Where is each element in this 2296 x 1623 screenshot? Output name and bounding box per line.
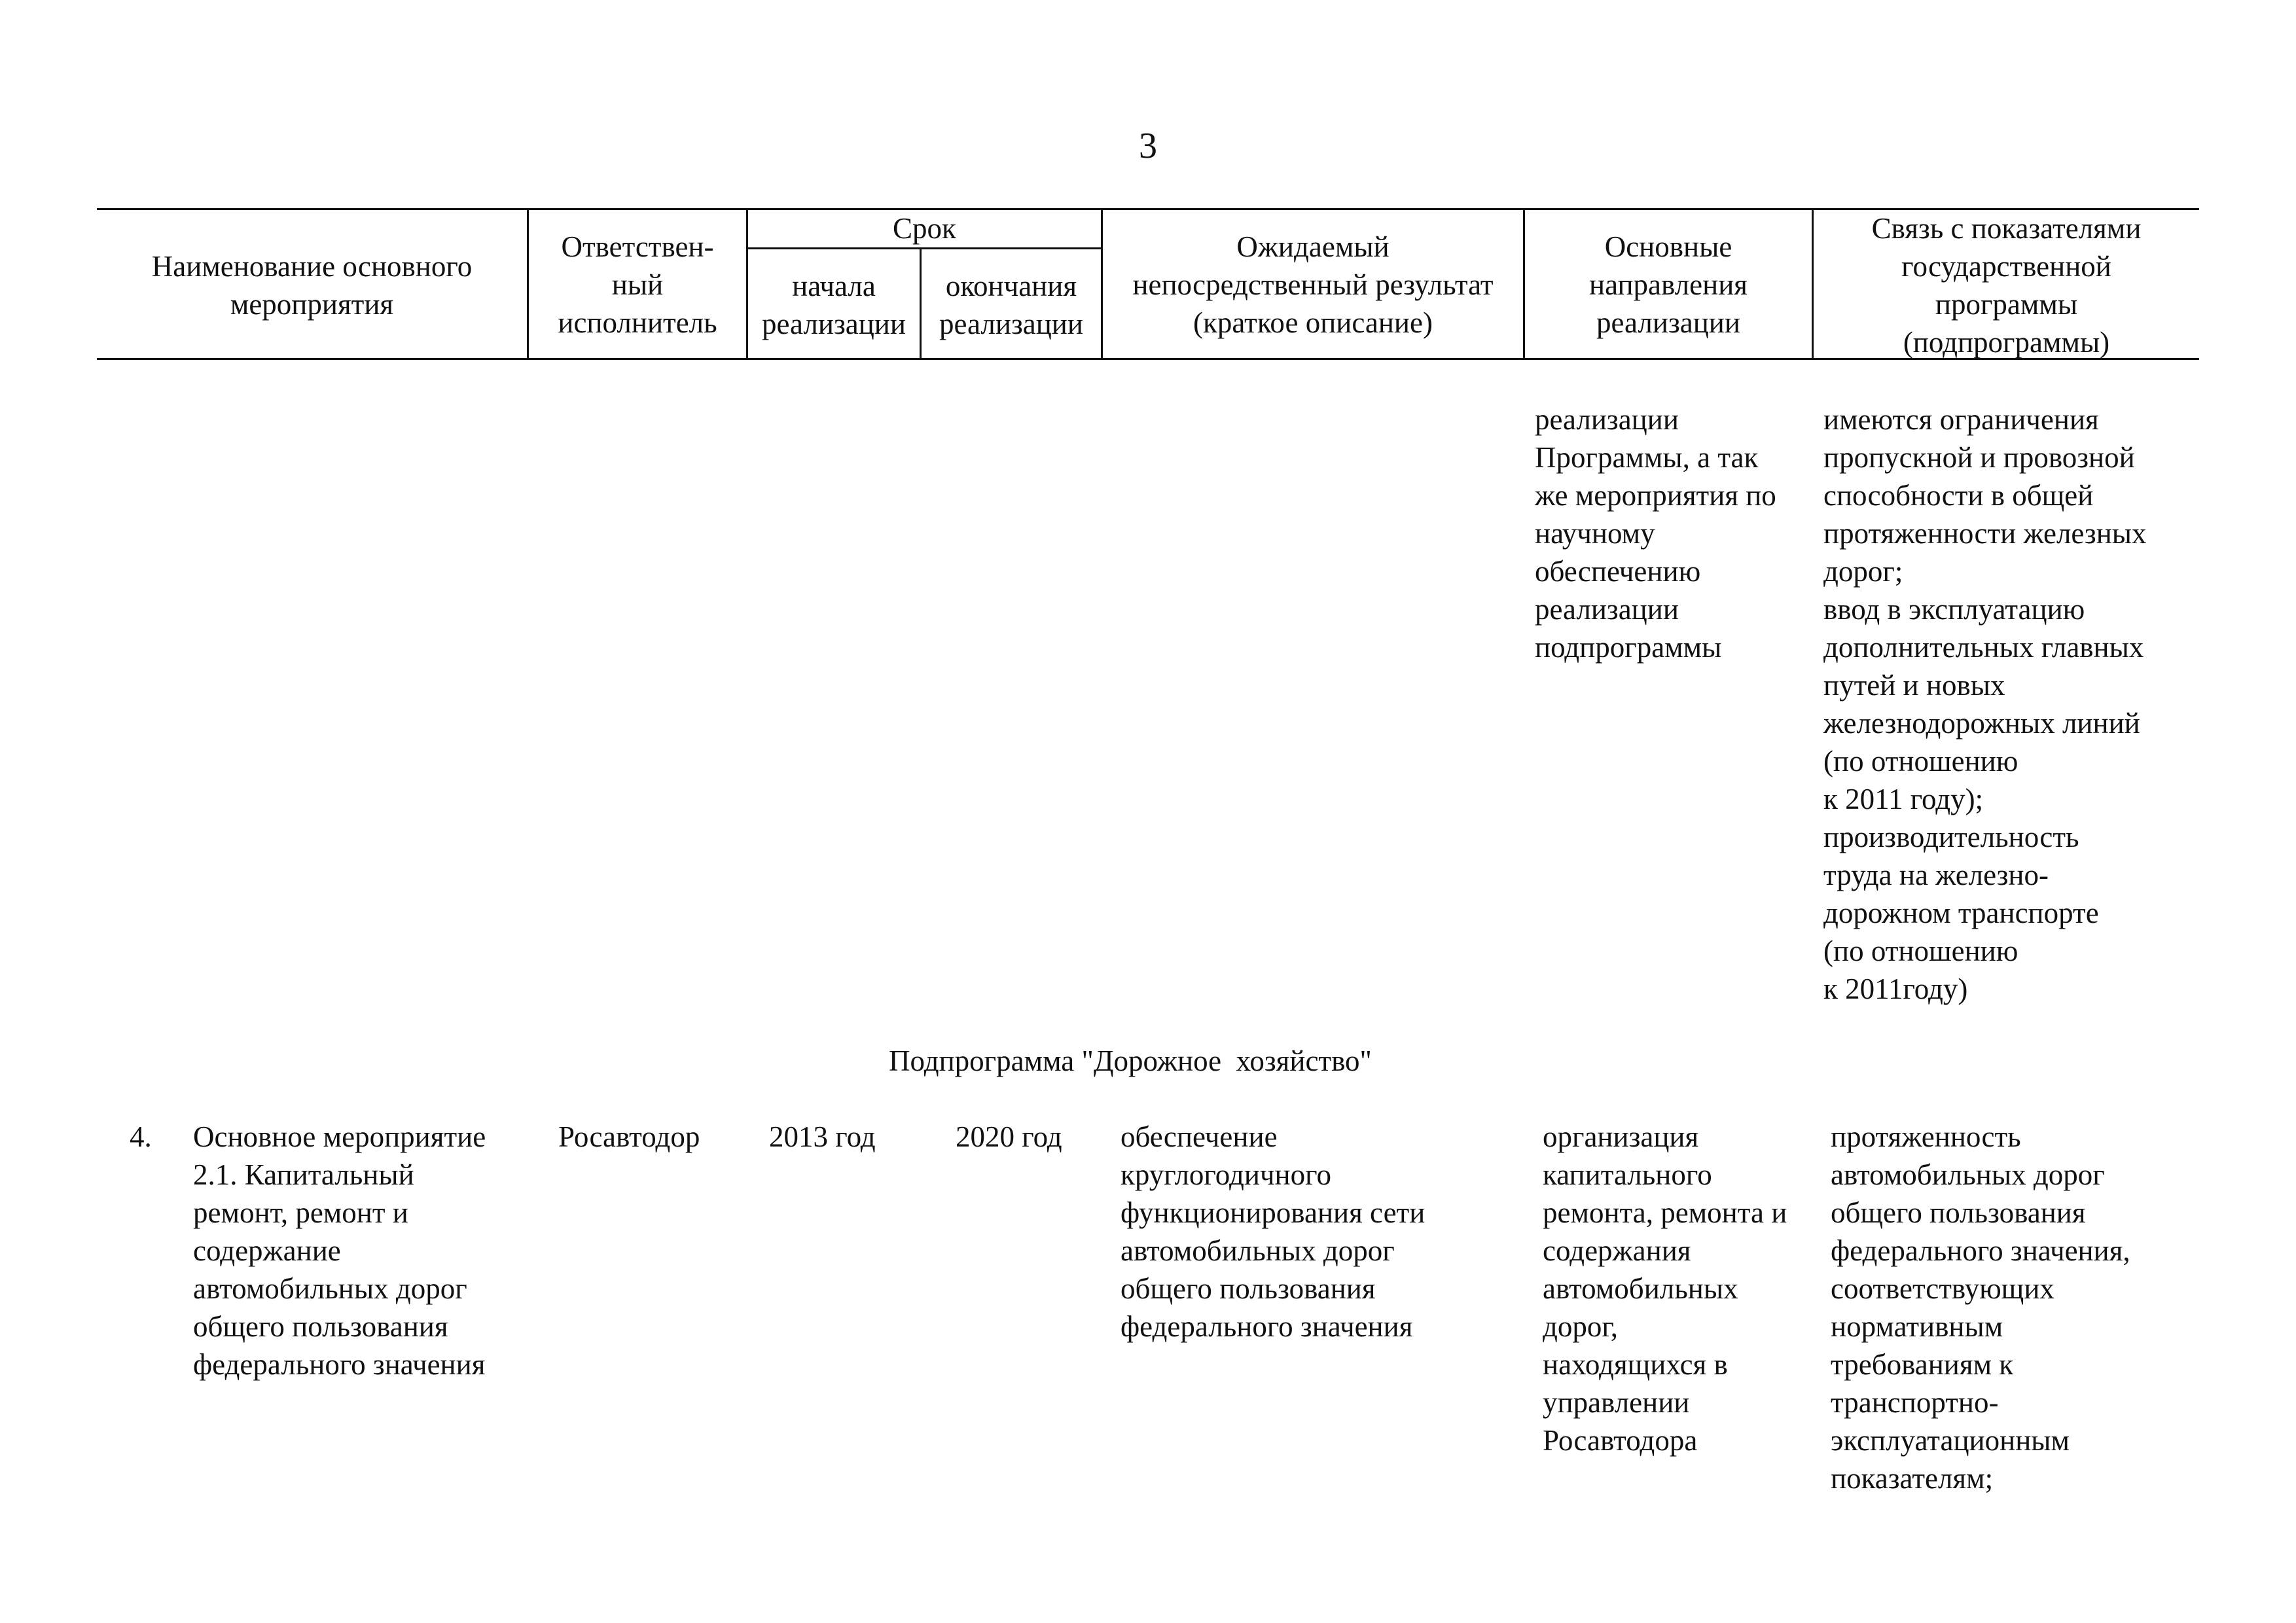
cell-line: путей и новых — [1823, 669, 2005, 702]
cell-line: организация — [1543, 1120, 1699, 1153]
header-text: реализации — [762, 308, 906, 340]
cell-line: автомобильных дорог — [1121, 1234, 1395, 1267]
header-col-end — [922, 267, 1101, 343]
continuation-directions — [1535, 401, 1776, 666]
cell-line: (по отношению — [1823, 745, 2018, 777]
row-directions — [1543, 1118, 1787, 1459]
row-number: 4. — [130, 1120, 152, 1153]
header-text: (краткое описание) — [1193, 306, 1433, 339]
header-text: Основные — [1604, 230, 1732, 263]
cell-line: обеспечению — [1535, 555, 1701, 588]
cell-line: содержание — [193, 1234, 341, 1267]
cell-line: содержания — [1543, 1234, 1691, 1267]
cell-line: пропускной и провозной — [1823, 441, 2135, 474]
header-text: Ожидаемый — [1236, 230, 1390, 263]
cell-line: федерального значения — [193, 1348, 486, 1381]
cell-line: функционирования сети — [1121, 1196, 1426, 1229]
cell-line: общего пользования — [1831, 1196, 2086, 1229]
cell-line: имеются ограничения — [1823, 403, 2099, 436]
header-text: ный — [611, 268, 664, 301]
cell-line: к 2011году) — [1823, 972, 1968, 1005]
header-col-term — [748, 209, 1101, 247]
header-text: Связь с показателями — [1871, 212, 2142, 245]
cell-line: капитального — [1543, 1158, 1712, 1191]
cell-line: труда на железно- — [1823, 859, 2049, 891]
header-text: Ответствен- — [561, 230, 714, 263]
cell-line: (по отношению — [1823, 935, 2018, 967]
header-text: реализации — [1596, 306, 1740, 339]
cell-line: автомобильных дорог — [1831, 1158, 2105, 1191]
cell-line: управлении — [1543, 1386, 1690, 1419]
cell-line: эксплуатационным — [1831, 1424, 2070, 1457]
cell-line: к 2011 году); — [1823, 783, 1984, 815]
cell-line: Программы, а так — [1535, 441, 1759, 474]
header-col-executor — [529, 228, 746, 342]
header-col-name — [97, 247, 527, 323]
cell-line: показателям; — [1831, 1462, 1994, 1495]
cell-line: транспортно- — [1831, 1386, 1999, 1419]
cell-line: общего пользования — [1121, 1272, 1376, 1305]
header-text: мероприятия — [230, 288, 394, 321]
header-text: направления — [1589, 268, 1748, 301]
header-text: начала — [792, 270, 876, 302]
cell-line: подпрограммы — [1535, 631, 1722, 664]
header-text: Срок — [893, 212, 956, 245]
row-name — [193, 1118, 486, 1383]
cell-line: Росавтодора — [1543, 1424, 1698, 1457]
header-text: программы — [1935, 288, 2078, 321]
cell-line: ремонта, ремонта и — [1543, 1196, 1787, 1229]
cell-line: научному — [1535, 517, 1655, 550]
cell-line: способности в общей — [1823, 479, 2094, 512]
row-start: 2013 год — [769, 1120, 876, 1153]
header-text: исполнитель — [558, 306, 717, 339]
header-text: непосредственный результат — [1132, 268, 1494, 301]
header-col-result — [1103, 228, 1523, 342]
cell-line: реализации — [1535, 593, 1679, 626]
cell-line: круглогодичного — [1121, 1158, 1331, 1191]
header-col-link — [1814, 209, 2199, 361]
cell-line: Основное мероприятие — [193, 1120, 486, 1153]
cell-line: железнодорожных линий — [1823, 707, 2140, 740]
cell-line: находящихся в — [1543, 1348, 1728, 1381]
cell-line: реализации — [1535, 403, 1679, 436]
cell-line: федерального значения, — [1831, 1234, 2130, 1267]
cell-line: соответствующих — [1831, 1272, 2054, 1305]
cell-line: 2.1. Капитальный — [193, 1158, 414, 1191]
cell-line: ввод в эксплуатацию — [1823, 593, 2085, 626]
continuation-link — [1823, 401, 2147, 1008]
row-link — [1831, 1118, 2130, 1497]
cell-line: протяженность — [1831, 1120, 2021, 1153]
subprogram-title: Подпрограмма "Дорожное хозяйство" — [889, 1044, 1372, 1077]
page-number: 3 — [1139, 126, 1157, 166]
row-executor: Росавтодор — [558, 1120, 700, 1153]
cell-line: автомобильных — [1543, 1272, 1738, 1305]
header-text: окончания — [945, 270, 1077, 302]
cell-line: автомобильных дорог — [193, 1272, 467, 1305]
header-col-start — [748, 267, 920, 343]
header-text: реализации — [939, 308, 1083, 340]
row-result — [1121, 1118, 1425, 1346]
header-text: Наименование основного — [151, 250, 473, 283]
header-text: государственной — [1901, 250, 2111, 283]
cell-line: общего пользования — [193, 1310, 448, 1343]
cell-line: требованиям к — [1831, 1348, 2014, 1381]
header-col-directions — [1525, 228, 1812, 342]
cell-line: ремонт, ремонт и — [193, 1196, 408, 1229]
cell-line: дополнительных главных — [1823, 631, 2144, 664]
cell-line: же мероприятия по — [1535, 479, 1776, 512]
row-end: 2020 год — [956, 1120, 1062, 1153]
cell-line: дорог; — [1823, 555, 1903, 588]
header-term-rule — [746, 247, 1101, 249]
cell-line: протяженности железных — [1823, 517, 2147, 550]
header-text: (подпрограммы) — [1903, 326, 2110, 359]
cell-line: дорожном транспорте — [1823, 897, 2099, 929]
cell-line: нормативным — [1831, 1310, 2003, 1343]
cell-line: дорог, — [1543, 1310, 1619, 1343]
cell-line: производительность — [1823, 821, 2079, 853]
cell-line: федерального значения — [1121, 1310, 1413, 1343]
cell-line: обеспечение — [1121, 1120, 1278, 1153]
